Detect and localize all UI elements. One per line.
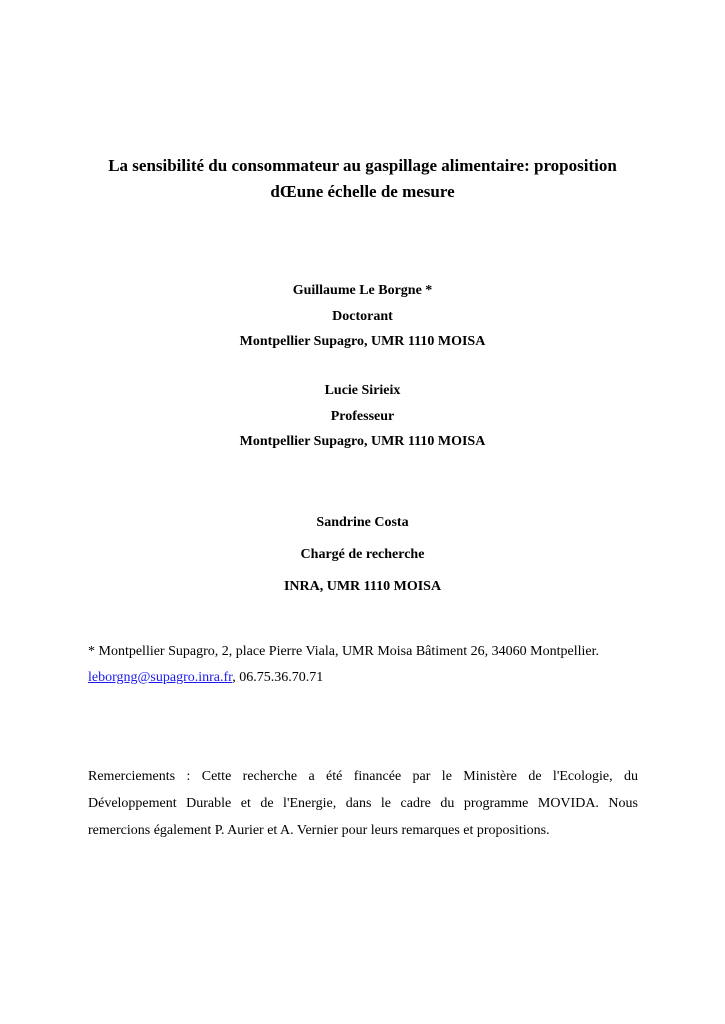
author-3-name: Sandrine Costa: [316, 515, 409, 530]
footnote: [88, 639, 637, 691]
author-2-role: Professeur: [330, 409, 395, 424]
title-line-2: dŒune échelle de mesure: [270, 182, 455, 201]
ack-line-1: Remerciements : Cette recherche a été financée par le Ministère de l'Ecologie, du: [88, 769, 638, 784]
title-line-1: La sensibilité du consommateur au gaspillage alimentaire: proposition: [108, 156, 617, 175]
author-3-role: Chargé de recherche: [300, 547, 425, 562]
footnote-contact: [88, 665, 637, 691]
email-link[interactable]: leborgng@supagro.inra.fr: [88, 670, 233, 685]
acknowledgements: [88, 763, 638, 844]
author-3-affiliation: INRA, UMR 1110 MOISA: [283, 579, 442, 594]
phone-number: , 06.75.36.70.71: [232, 670, 324, 685]
author-2-affiliation: Montpellier Supagro, UMR 1110 MOISA: [239, 434, 486, 449]
ack-line-2: Développement Durable et de l'Energie, dans le cadre du programme MOVIDA. Nous: [88, 796, 638, 811]
author-1-affiliation: Montpellier Supagro, UMR 1110 MOISA: [239, 334, 486, 349]
footnote-address: * Montpellier Supagro, 2, place Pierre Viala, UMR Moisa Bâtiment 26, 34060 Montpellier.: [88, 644, 599, 659]
author-1-name: Guillaume Le Borgne *: [292, 283, 433, 298]
ack-line-3: remercions également P. Aurier et A. Vernier pour leurs remarques et propositions.: [88, 823, 550, 838]
author-2-name: Lucie Sirieix: [324, 383, 401, 398]
author-1-role: Doctorant: [332, 309, 393, 324]
paper-title: [88, 153, 637, 205]
